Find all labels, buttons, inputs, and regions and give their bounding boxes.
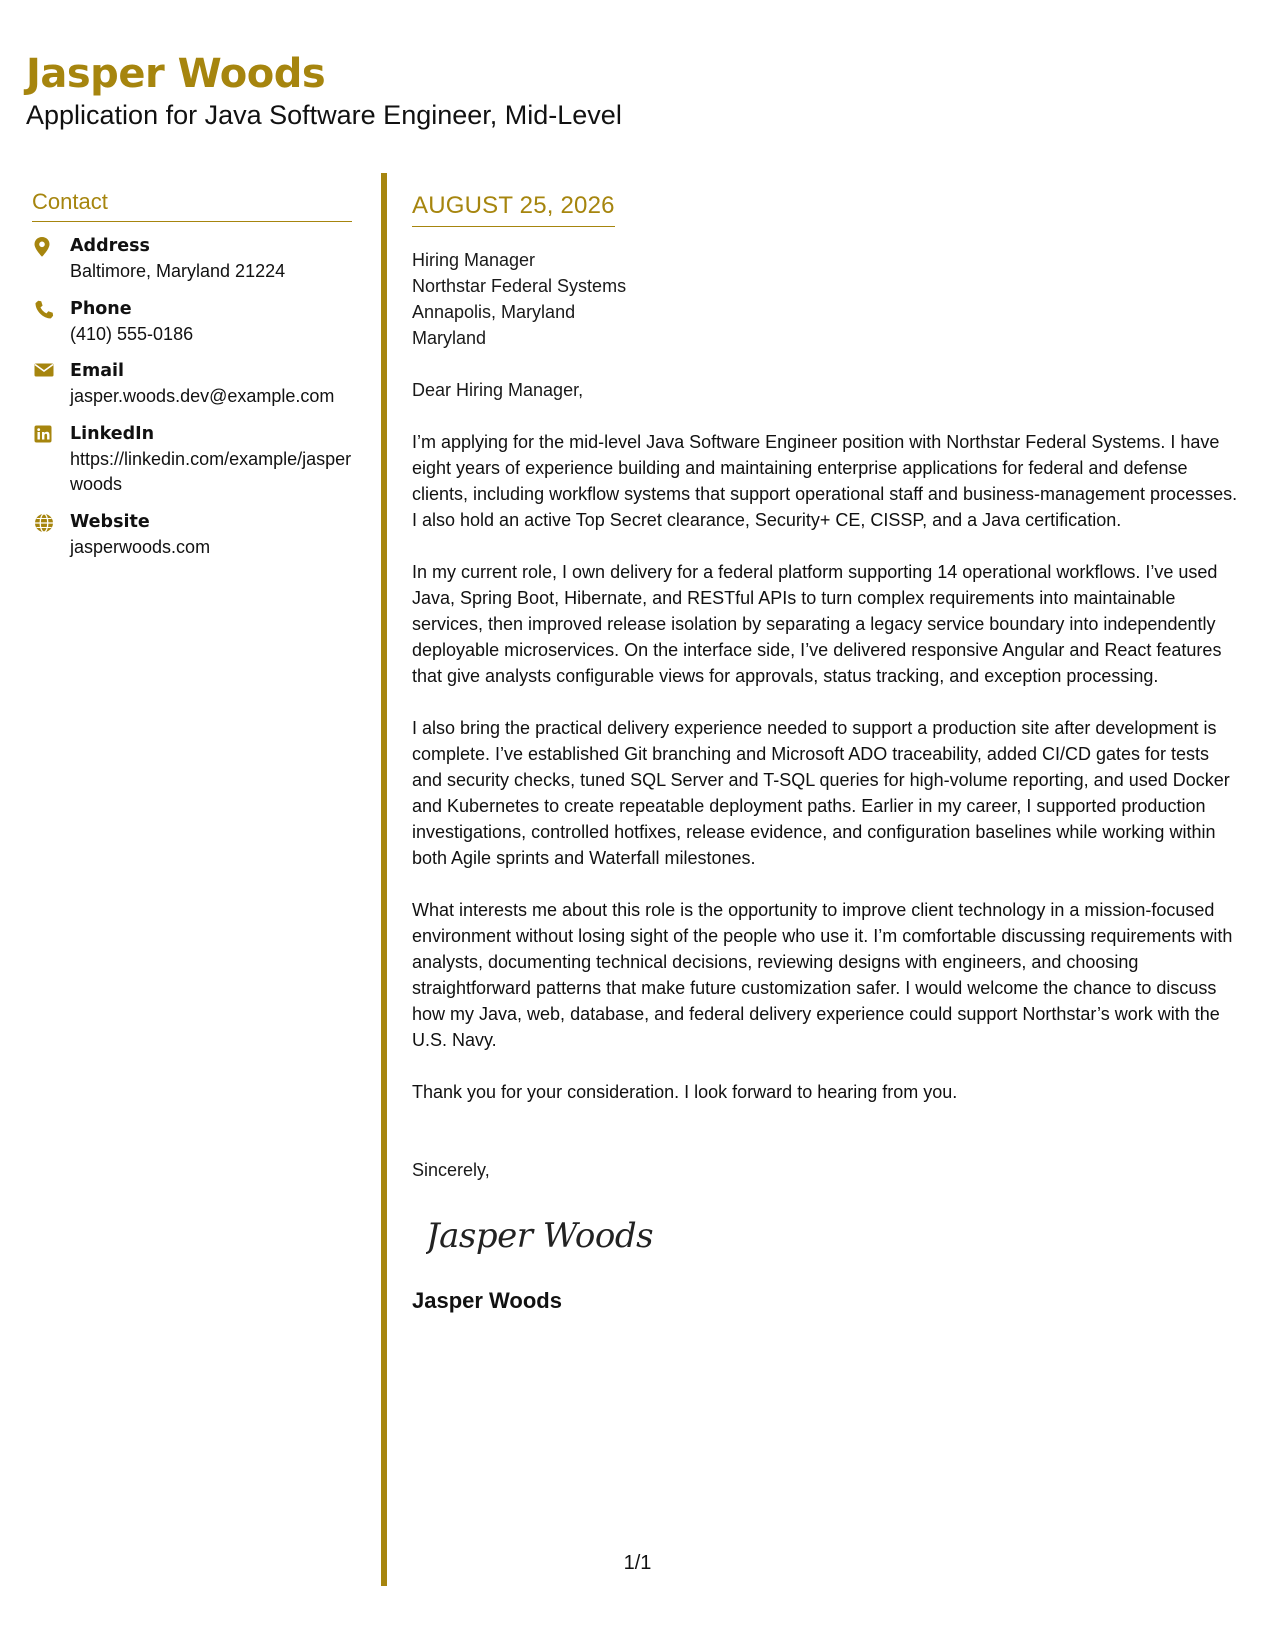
- applicant-name: Jasper Woods: [26, 51, 326, 97]
- contact-linkedin-value[interactable]: https://linkedin.com/example/jasperwoods: [70, 448, 352, 494]
- contact-item-linkedin: [32, 422, 352, 498]
- letter-date: AUGUST 25, 2026: [412, 190, 615, 227]
- closing: Sincerely,: [412, 1160, 490, 1180]
- recipient-line: Northstar Federal Systems: [412, 276, 627, 296]
- linkedin-icon: [34, 425, 54, 445]
- paragraph: I also bring the practical delivery experience needed to support a production site after development is complete. I’ve established Git branching and Microsoft ADO traceability, added CI/CD gates for tests and security checks, tuned SQL Server and T-SQL queries for high-volume reporting, and used Docker and Kubernetes to create repeatable deployment paths. Earlier in my career, I supported production investigations, controlled hotfixes, release evidence, and configuration baselines while working within both Agile sprints and Waterfall milestones.: [412, 718, 1230, 868]
- envelope-icon: [34, 362, 54, 382]
- contact-label: Website: [70, 511, 150, 532]
- phone-icon: [34, 300, 54, 320]
- contact-heading: Contact: [32, 188, 352, 222]
- paragraph: Thank you for your consideration. I look forward to hearing from you.: [412, 1082, 958, 1102]
- contact-address-value: Baltimore, Maryland 21224: [70, 261, 286, 281]
- contact-sidebar: [32, 188, 352, 572]
- recipient-block: [412, 247, 1242, 351]
- contact-item-website: [32, 510, 352, 561]
- recipient-line: Maryland: [412, 328, 487, 348]
- contact-website-value[interactable]: jasperwoods.com: [70, 536, 211, 557]
- contact-label: LinkedIn: [70, 423, 155, 444]
- contact-email-value[interactable]: jasper.woods.dev@example.com: [70, 386, 335, 406]
- map-pin-icon: [34, 237, 54, 257]
- handwritten-signature: [426, 1205, 1242, 1265]
- recipient-line: Hiring Manager: [412, 250, 536, 270]
- globe-icon: [34, 513, 54, 533]
- paragraph: I’m applying for the mid-level Java Software Engineer position with Northstar Federal Systems. I have eight years of experience building and maintaining enterprise applications for federal and defense clients, including workflow systems that support operational staff and business-management processes. I also hold an active Top Secret clearance, Security+ CE, CISSP, and a Java certification.: [412, 432, 1238, 530]
- contact-phone-value: (410) 555-0186: [70, 323, 194, 344]
- contact-label: Email: [70, 361, 124, 381]
- page-number: 1/1: [623, 1552, 652, 1574]
- letter-header: [26, 48, 1226, 132]
- recipient-line: Annapolis, Maryland: [412, 302, 576, 322]
- contact-list: [32, 234, 352, 560]
- signer-name: Jasper Woods: [412, 1288, 562, 1313]
- paragraph: What interests me about this role is the opportunity to improve client technology in a mission-focused environment without losing sight of the people who use it. I’m comfortable discussing requirements with analysts, documenting technical decisions, reviewing designs with engineers, and choosing straightforward patterns that make future customization safer. I would welcome the chance to discuss how my Java, web, database, and federal delivery experience could support Northstar’s work with the U.S. Navy.: [412, 900, 1233, 1050]
- contact-label: Phone: [70, 298, 132, 319]
- contact-label: Address: [70, 236, 150, 256]
- contact-item-phone: [32, 297, 352, 348]
- paragraph: In my current role, I own delivery for a federal platform supporting 14 operational workflows. I’ve used Java, Spring Boot, Hibernate, and RESTful APIs to turn complex requirements into maintainable services, then improved release isolation by separating a legacy service boundary into independently deployable microservices. On the interface side, I’ve delivered responsive Angular and React features that give analysts configurable views for approvals, status tracking, and exception processing.: [412, 562, 1222, 686]
- vertical-divider: [381, 173, 387, 1586]
- salutation: Dear Hiring Manager,: [412, 380, 584, 400]
- contact-item-address: [32, 234, 352, 285]
- application-title: Application for Java Software Engineer, Mid-Level: [26, 100, 622, 130]
- letter-body: [412, 190, 1242, 1315]
- contact-item-email: [32, 359, 352, 410]
- signature-text: Jasper Woods: [426, 1216, 654, 1256]
